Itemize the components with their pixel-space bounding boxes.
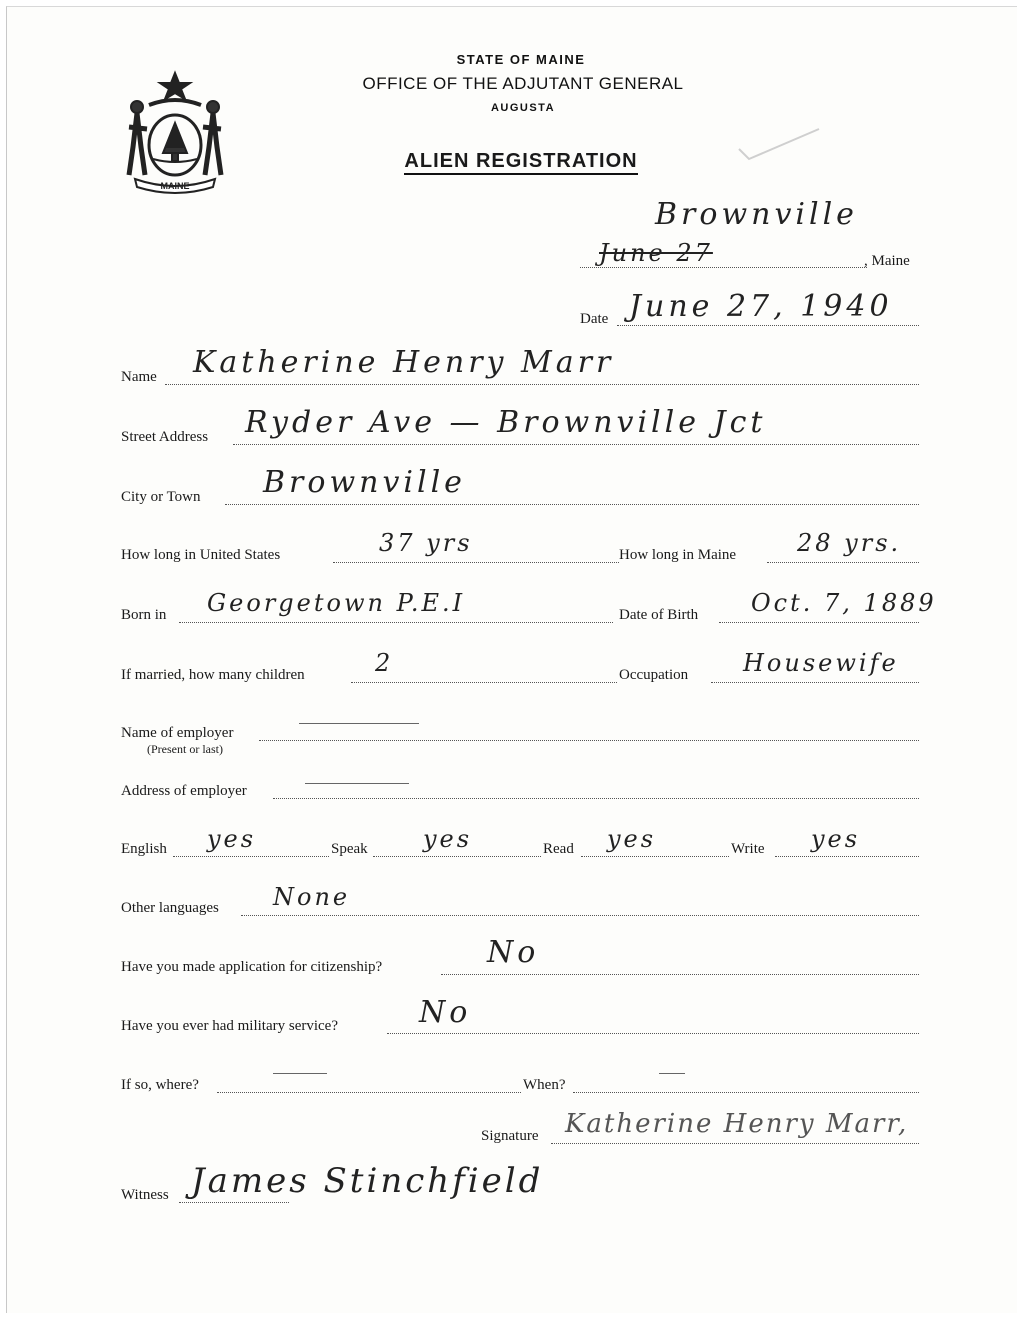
write-label: Write	[731, 841, 765, 857]
employer-address-label: Address of employer	[121, 783, 247, 799]
where-blank-dash	[273, 1073, 327, 1074]
registration-form	[6, 6, 1017, 1313]
employer-sublabel: (Present or last)	[147, 742, 223, 756]
military-line	[387, 1033, 919, 1034]
citizenship-value: No	[487, 935, 540, 970]
read-line	[581, 856, 729, 857]
speak-line	[373, 856, 541, 857]
name-line	[165, 384, 919, 385]
form-title-wrap	[7, 150, 1024, 173]
maine-duration-line	[767, 562, 919, 563]
born-value: Georgetown P.E.I	[207, 589, 466, 617]
office-heading: OFFICE OF THE ADJUTANT GENERAL	[362, 74, 684, 93]
employer-label: Name of employer	[121, 725, 234, 741]
us-duration-line	[333, 562, 619, 563]
when-blank-dash	[659, 1073, 685, 1074]
speak-label: Speak	[331, 841, 368, 857]
city-heading: AUGUSTA	[490, 102, 556, 114]
dob-value: Oct. 7, 1889	[751, 589, 937, 617]
children-label: If married, how many children	[121, 667, 305, 683]
where-line	[217, 1092, 521, 1093]
when-label: When?	[523, 1077, 566, 1093]
dob-line	[719, 622, 919, 623]
maine-label: , Maine	[864, 253, 910, 269]
military-label: Have you ever had military service?	[121, 1018, 338, 1034]
other-languages-label: Other languages	[121, 900, 219, 916]
occupation-value: Housewife	[743, 649, 899, 677]
born-label: Born in	[121, 607, 167, 623]
signature-label: Signature	[481, 1128, 539, 1144]
english-value: yes	[207, 825, 257, 853]
english-label: English	[121, 841, 167, 857]
town-handwritten: Brownville	[655, 197, 858, 232]
signature-line	[551, 1143, 919, 1144]
date-line	[617, 325, 919, 326]
street-line	[233, 444, 919, 445]
employer-blank-dash	[299, 723, 419, 724]
struck-date-handwritten: June 27	[599, 239, 713, 267]
write-value: yes	[811, 825, 861, 853]
date-label: Date	[580, 311, 609, 327]
employer-address-line	[273, 798, 919, 799]
read-label: Read	[543, 841, 574, 857]
seal-banner-text: MAINE	[160, 181, 190, 191]
when-line	[573, 1092, 919, 1093]
other-languages-line	[241, 915, 919, 916]
state-heading: STATE OF MAINE	[456, 52, 586, 67]
employer-line	[259, 740, 919, 741]
speak-value: yes	[423, 825, 473, 853]
citizenship-label: Have you made application for citizenship?	[121, 959, 383, 975]
date-value: June 27, 1940	[629, 289, 893, 324]
form-title: ALIEN REGISTRATION	[404, 150, 637, 175]
citizenship-line	[441, 974, 919, 975]
children-value: 2	[375, 649, 394, 677]
maine-duration-value: 28 yrs.	[797, 529, 902, 557]
write-line	[775, 856, 919, 857]
signature-value: Katherine Henry Marr,	[565, 1109, 909, 1139]
maine-duration-label: How long in Maine	[619, 547, 737, 563]
english-line	[173, 856, 329, 857]
city-value: Brownville	[263, 465, 466, 500]
where-label: If so, where?	[121, 1077, 199, 1093]
other-languages-value: None	[273, 883, 351, 911]
witness-value: James Stinchfield	[191, 1161, 544, 1201]
occupation-line	[711, 682, 919, 683]
name-value: Katherine Henry Marr	[193, 345, 615, 380]
street-label: Street Address	[121, 429, 209, 445]
read-value: yes	[607, 825, 657, 853]
place-line	[580, 267, 867, 268]
occupation-label: Occupation	[619, 667, 689, 683]
military-value: No	[419, 995, 472, 1030]
born-line	[179, 622, 613, 623]
dob-label: Date of Birth	[619, 607, 699, 623]
employer-address-blank-dash	[305, 783, 409, 784]
children-line	[351, 682, 617, 683]
city-label: City or Town	[121, 489, 201, 505]
witness-label: Witness	[121, 1187, 169, 1203]
city-line	[225, 504, 919, 505]
check-mark-icon	[735, 125, 825, 165]
us-duration-value: 37 yrs	[379, 529, 473, 557]
witness-line	[179, 1202, 289, 1203]
us-duration-label: How long in United States	[121, 547, 281, 563]
name-label: Name	[121, 369, 157, 385]
street-value: Ryder Ave — Brownville Jct	[245, 405, 767, 440]
